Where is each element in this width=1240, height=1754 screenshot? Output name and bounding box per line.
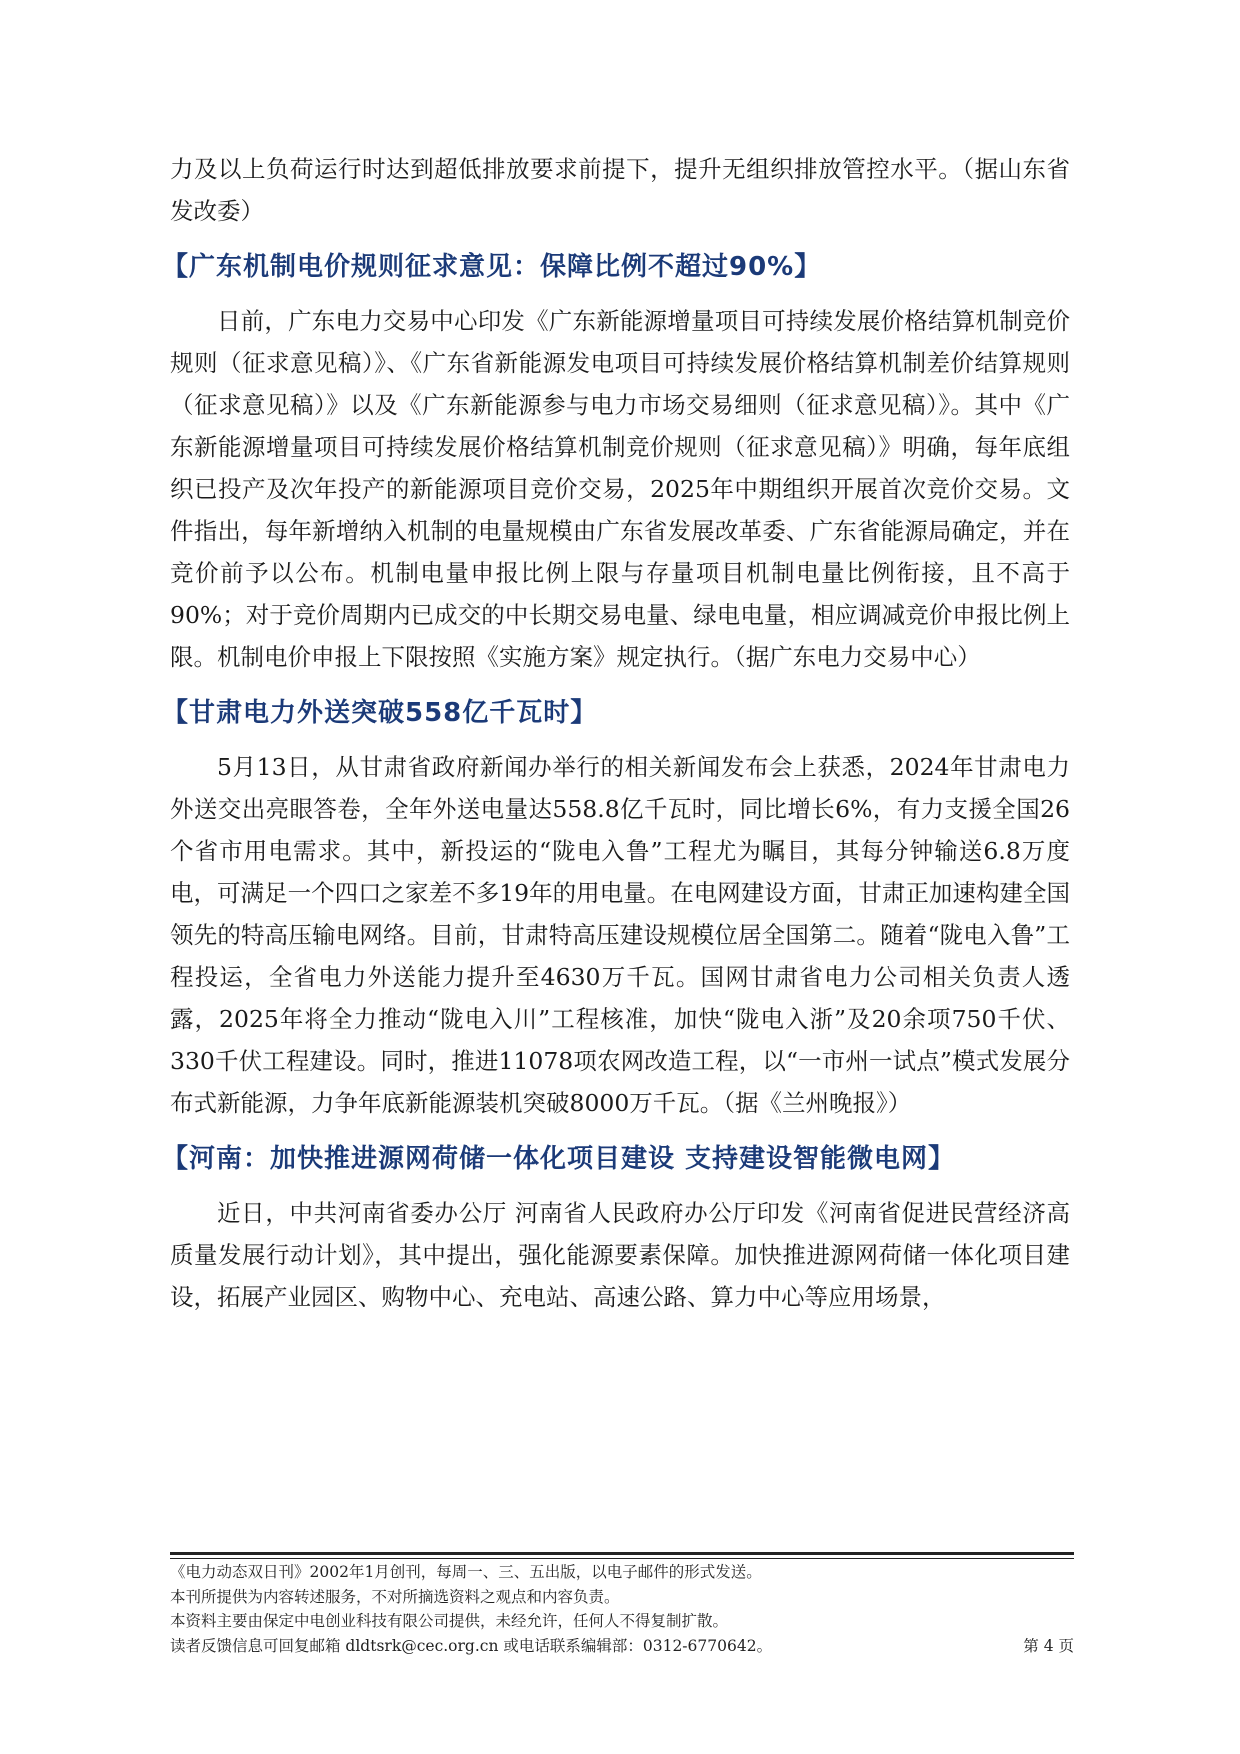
footer-line-contact: 读者反馈信息可回复邮箱 dldtsrk@cec.org.cn 或电话联系编辑部：0312-6770642。 [170, 1636, 773, 1655]
section-body-guangdong: 日前，广东电力交易中心印发《广东新能源增量项目可持续发展价格结算机制竞价规则（征求意见稿）》、《广东省新能源发电项目可持续发展价格结算机制差价结算规则（征求意见稿）》以及《广东新能源参与电力市场交易细则（征求意见稿）》。其中《广东新能源增量项目可持续发展价格结算机制竞价规则（征求意见稿）》明确，每年底组织已投产及次年投产的新能源项目竞价交易，2025年中期组织开展首次竞价交易。文件指出，每年新增纳入机制的电量规模由广东省发展改革委、广东省能源局确定，并在竞价前予以公布。机制电量申报比例上限与存量项目机制电量比例衔接，且不高于90%；对于竞价周期内已成交的中长期交易电量、绿电电量，相应调减竞价申报比例上限。机制电价申报上下限按照《实施方案》规定执行。（据广东电力交易中心） [170, 307, 1070, 671]
footer-divider-thin [170, 1558, 1074, 1559]
continued-paragraph: 力及以上负荷运行时达到超低排放要求前提下，提升无组织排放管控水平。（据山东省发改委） [170, 155, 1070, 225]
footer-line-copyright: 本资料主要由保定中电创业科技有限公司提供，未经允许，任何人不得复制扩散。 [170, 1612, 729, 1630]
section-body-henan: 近日，中共河南省委办公厅 河南省人民政府办公厅印发《河南省促进民营经济高质量发展行动计划》，其中提出，强化能源要素保障。加快推进源网荷储一体化项目建设，拓展产业园区、购物中心、充电站、高速公路、算力中心等应用场景， [170, 1199, 1070, 1311]
article-body [162, 148, 1070, 1318]
page-footer [170, 1560, 1074, 1658]
footer-line-publication: 《电力动态双日刊》2002年1月创刊，每周一、三、五出版，以电子邮件的形式发送。 [170, 1563, 762, 1581]
section-heading-henan: 【河南：加快推进源网荷储一体化项目建设 支持建设智能微电网】 [162, 1144, 956, 1174]
section-heading-guangdong: 【广东机制电价规则征求意见：保障比例不超过90%】 [162, 252, 822, 282]
footer-line-disclaimer: 本刊所提供为内容转述服务，不对所摘选资料之观点和内容负责。 [170, 1587, 620, 1606]
footer-divider-thick [170, 1552, 1074, 1555]
section-heading-gansu: 【甘肃电力外送突破558亿千瓦时】 [162, 698, 598, 728]
page-number: 第 4 页 [1023, 1636, 1074, 1655]
section-body-gansu: 5月13日，从甘肃省政府新闻办举行的相关新闻发布会上获悉，2024年甘肃电力外送交出亮眼答卷，全年外送电量达558.8亿千瓦时，同比增长6%，有力支援全国26个省市用电需求。其中，新投运的“陇电入鲁”工程尤为瞩目，其每分钟输送6.8万度电，可满足一个四口之家差不多19年的用电量。在电网建设方面，甘肃正加速构建全国领先的特高压输电网络。目前，甘肃特高压建设规模位居全国第二。随着“陇电入鲁”工程投运，全省电力外送能力提升至4630万千瓦。国网甘肃省电力公司相关负责人透露，2025年将全力推动“陇电入川”工程核准，加快“陇电入浙”及20余项750千伏、330千伏工程建设。同时，推进11078项农网改造工程，以“一市州一试点”模式发展分布式新能源，力争年底新能源装机突破8000万千瓦。（据《兰州晚报》） [170, 753, 1070, 1117]
